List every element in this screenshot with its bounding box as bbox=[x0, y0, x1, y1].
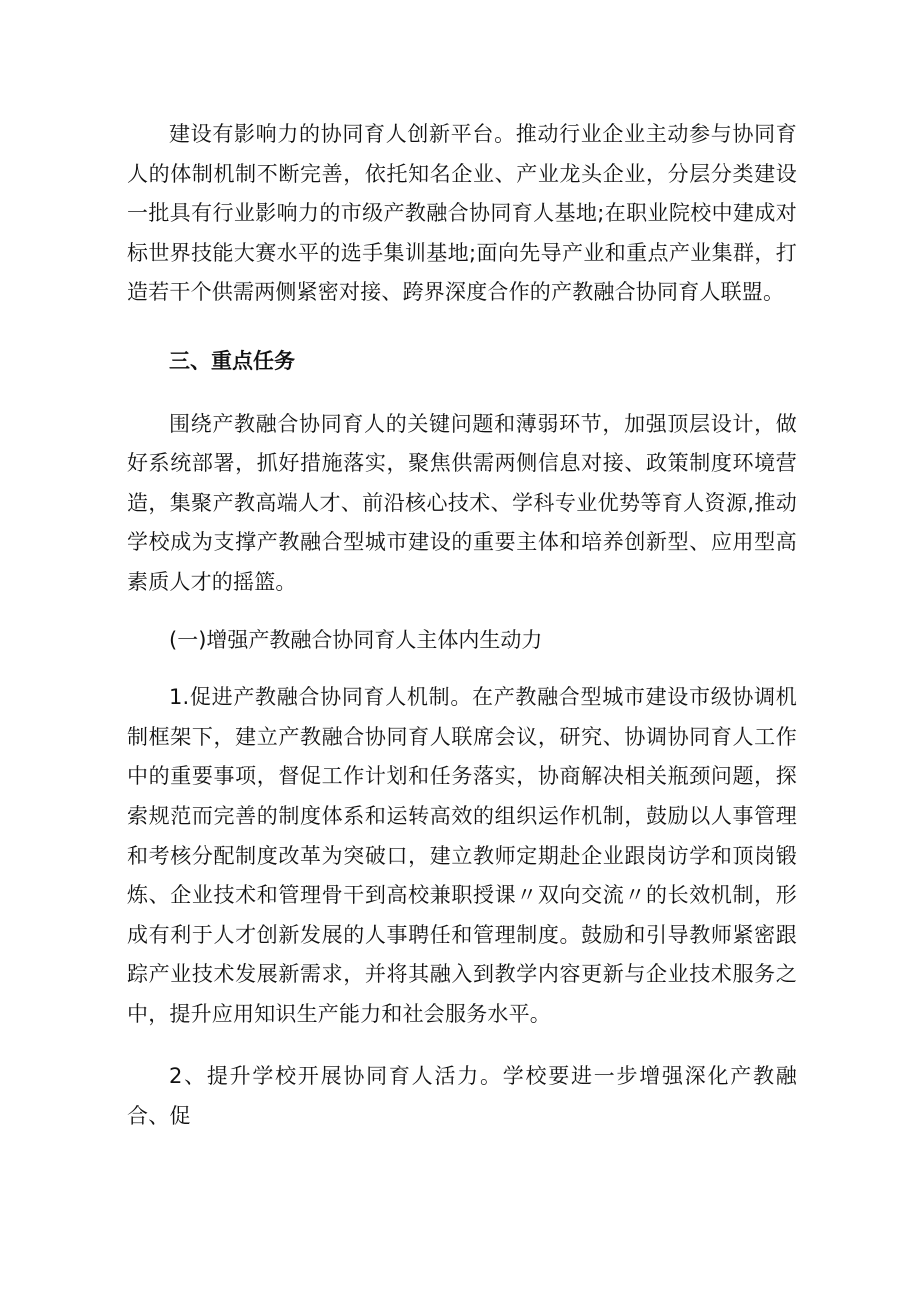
document-body bbox=[127, 115, 797, 1137]
subsection-heading: (一)增强产教融合协同育人主体内生动力 bbox=[169, 627, 543, 652]
spacer bbox=[127, 313, 797, 342]
paragraph-item-2: 2、提升学校开展协同育人活力。学校要进一步增强深化产教融合、促 bbox=[127, 1064, 797, 1129]
paragraph-item-1: 1.促进产教融合协同育人机制。在产教融合型城市建设市级协调机制框架下，建立产教融合协同育人联席会议，研究、协调协同育人工作中的重要事项，督促工作计划和任务落实，协商解决相关瓶颈问题，探索规范而完善的制度体系和运转高效的组织运作机制，鼓励以人事管理和考核分配制度改革为突破口，建立教师定期赴企业跟岗访学和顶岗锻炼、企业技术和管理骨干到高校兼职授课〃双向交流〃的长效机制，形成有利于人才创新发展的人事聘任和管理制度。鼓励和引导教师紧密跟踪产业技术发展新需求，并将其融入到教学内容更新与企业技术服务之中，提升应用知识生产能力和社会服务水平。 bbox=[127, 685, 797, 1026]
paragraph-intro: 围绕产教融合协同育人的关键问题和薄弱环节，加强顶层设计，做好系统部署，抓好措施落实，聚焦供需两侧信息对接、政策制度环境营造，集聚产教高端人才、前沿核心技术、学科专业优势等育人资源,推动学校成为支撑产教融合型城市建设的重要主体和培养创新型、应用型高素质人才的摇篮。 bbox=[127, 411, 797, 594]
spacer bbox=[127, 603, 797, 621]
paragraph-platform: 建设有影响力的协同育人创新平台。推动行业企业主动参与协同育人的体制机制不断完善，依托知名企业、产业龙头企业，分层分类建设一批具有行业影响力的市级产教融合协同育人基地;在职业院校中建成对标世界技能大赛水平的选手集训基地;面向先导产业和重点产业集群，打造若干个供需两侧紧密对接、跨界深度合作的产教融合协同育人联盟。 bbox=[127, 122, 797, 305]
section-heading: 三、重点任务 bbox=[169, 348, 295, 373]
spacer bbox=[127, 382, 797, 405]
spacer bbox=[127, 1034, 797, 1057]
spacer bbox=[127, 660, 797, 678]
